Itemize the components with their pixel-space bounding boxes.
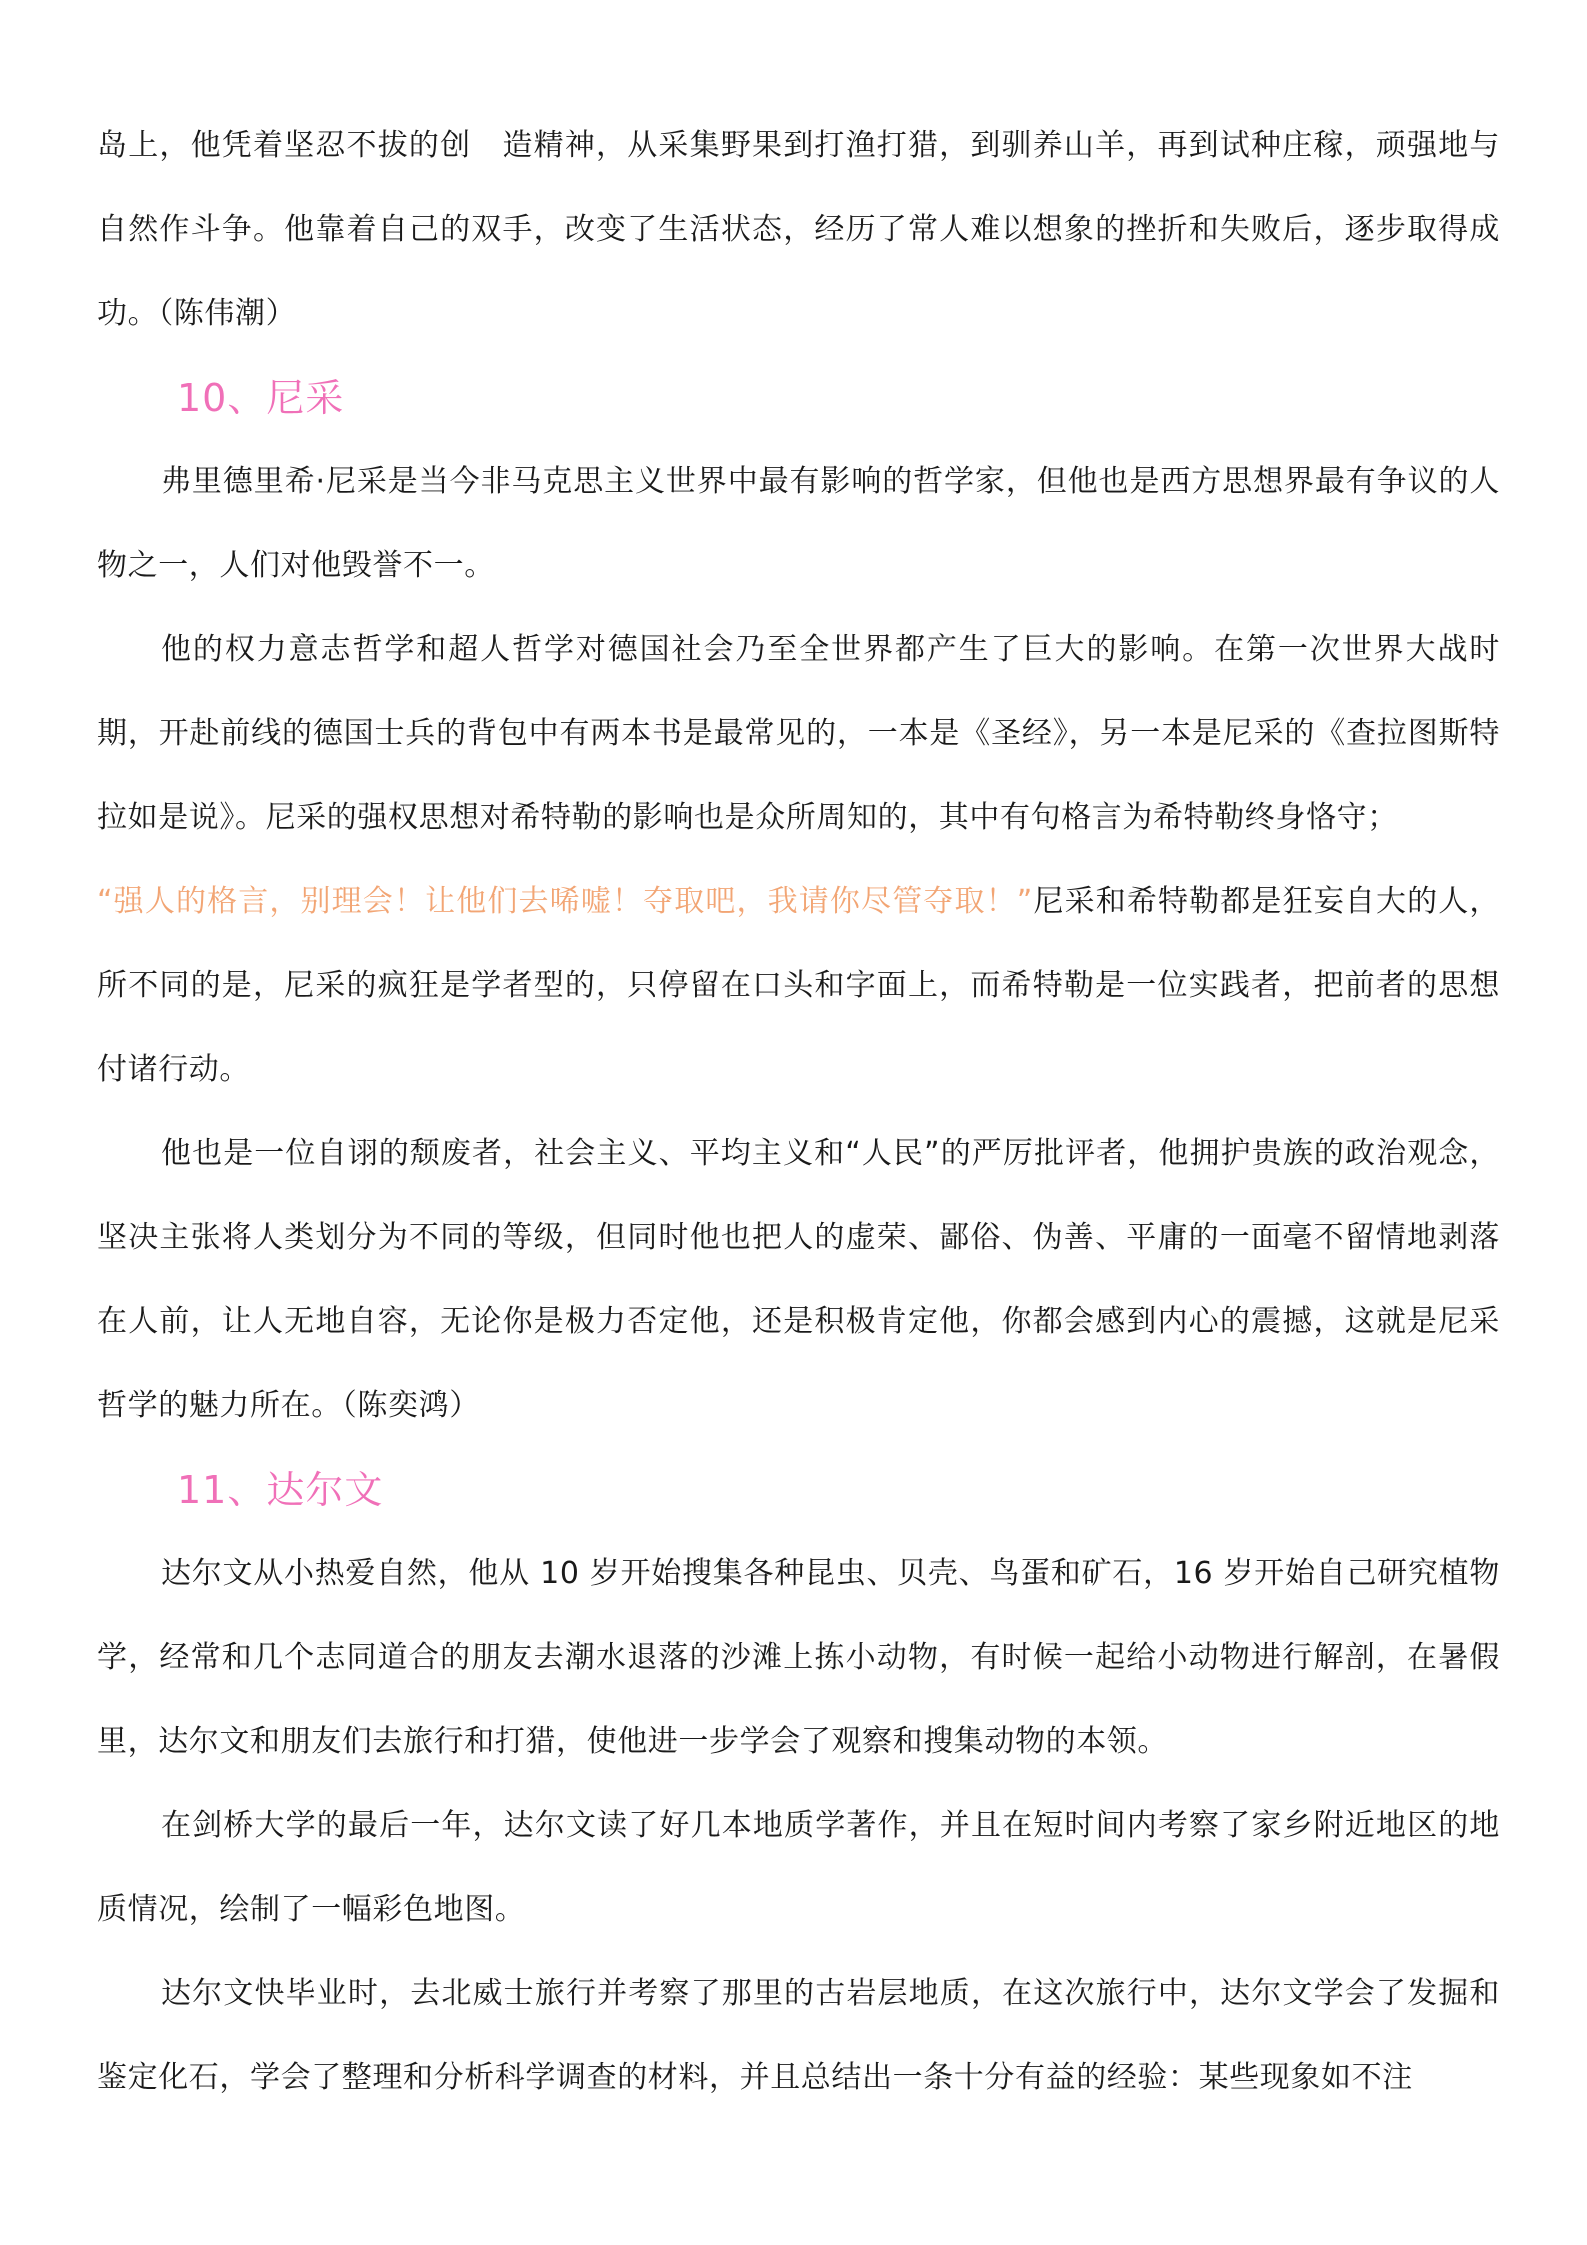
nietzsche-quote: “强人的格言，别理会！让他们去唏嘘！夺取吧，我请你尽管夺取！”	[97, 884, 1033, 919]
nietzsche-paragraph-1: 弗里德里希·尼采是当今非马克思主义世界中最有影响的哲学家，但他也是西方思想界最有争议的人物之一，人们对他毁誉不一。	[97, 464, 1500, 583]
section-heading-nietzsche: 10、尼采	[177, 376, 345, 420]
darwin-paragraph-1: 达尔文从小热爱自然，他从 10 岁开始搜集各种昆虫、贝壳、鸟蛋和矿石，16 岁开始自己研究植物学，经常和几个志同道合的朋友去潮水退落的沙滩上拣小动物，有时候一起给小动物进行解剖，在暑假里，达尔文和朋友们去旅行和打猎，使他进一步学会了观察和搜集动物的本领。	[97, 1556, 1500, 1759]
nietzsche-paragraph-2: 他的权力意志哲学和超人哲学对德国社会乃至全世界都产生了巨大的影响。在第一次世界大战时期，开赴前线的德国士兵的背包中有两本书是最常见的，一本是《圣经》，另一本是尼采的《查拉图斯特拉如是说》。尼采的强权思想对希特勒的影响也是众所周知的，其中有句格言为希特勒终身恪守；	[97, 632, 1500, 835]
document-page	[97, 104, 1500, 2120]
intro-paragraph: 岛上，他凭着坚忍不拔的创 造精神，从采集野果到打渔打猎，到驯养山羊，再到试种庄稼，顽强地与自然作斗争。他靠着自己的双手，改变了生活状态，经历了常人难以想象的挫折和失败后，逐步取得成功。（陈伟潮）	[97, 128, 1500, 331]
nietzsche-paragraph-4: 他也是一位自诩的颓废者，社会主义、平均主义和“人民”的严厉批评者，他拥护贵族的政治观念，坚决主张将人类划分为不同的等级，但同时他也把人的虚荣、鄙俗、伪善、平庸的一面毫不留情地剥落在人前，让人无地自容，无论你是极力否定他，还是积极肯定他，你都会感到内心的震撼，这就是尼采哲学的魅力所在。（陈奕鸿）	[97, 1136, 1500, 1423]
nietzsche-paragraph-3	[97, 860, 1500, 1112]
darwin-paragraph-3: 达尔文快毕业时，去北威士旅行并考察了那里的古岩层地质，在这次旅行中，达尔文学会了发掘和鉴定化石，学会了整理和分析科学调查的材料，并且总结出一条十分有益的经验：某些现象如不注	[97, 1976, 1500, 2095]
nietzsche-paragraph-3-text: 尼采和希特勒都是狂妄自大的人，所不同的是，尼采的疯狂是学者型的，只停留在口头和字面上，而希特勒是一位实践者，把前者的思想付诸行动。	[97, 884, 1501, 1087]
darwin-paragraph-2: 在剑桥大学的最后一年，达尔文读了好几本地质学著作，并且在短时间内考察了家乡附近地区的地质情况，绘制了一幅彩色地图。	[97, 1808, 1500, 1927]
section-heading-darwin: 11、达尔文	[177, 1468, 384, 1512]
